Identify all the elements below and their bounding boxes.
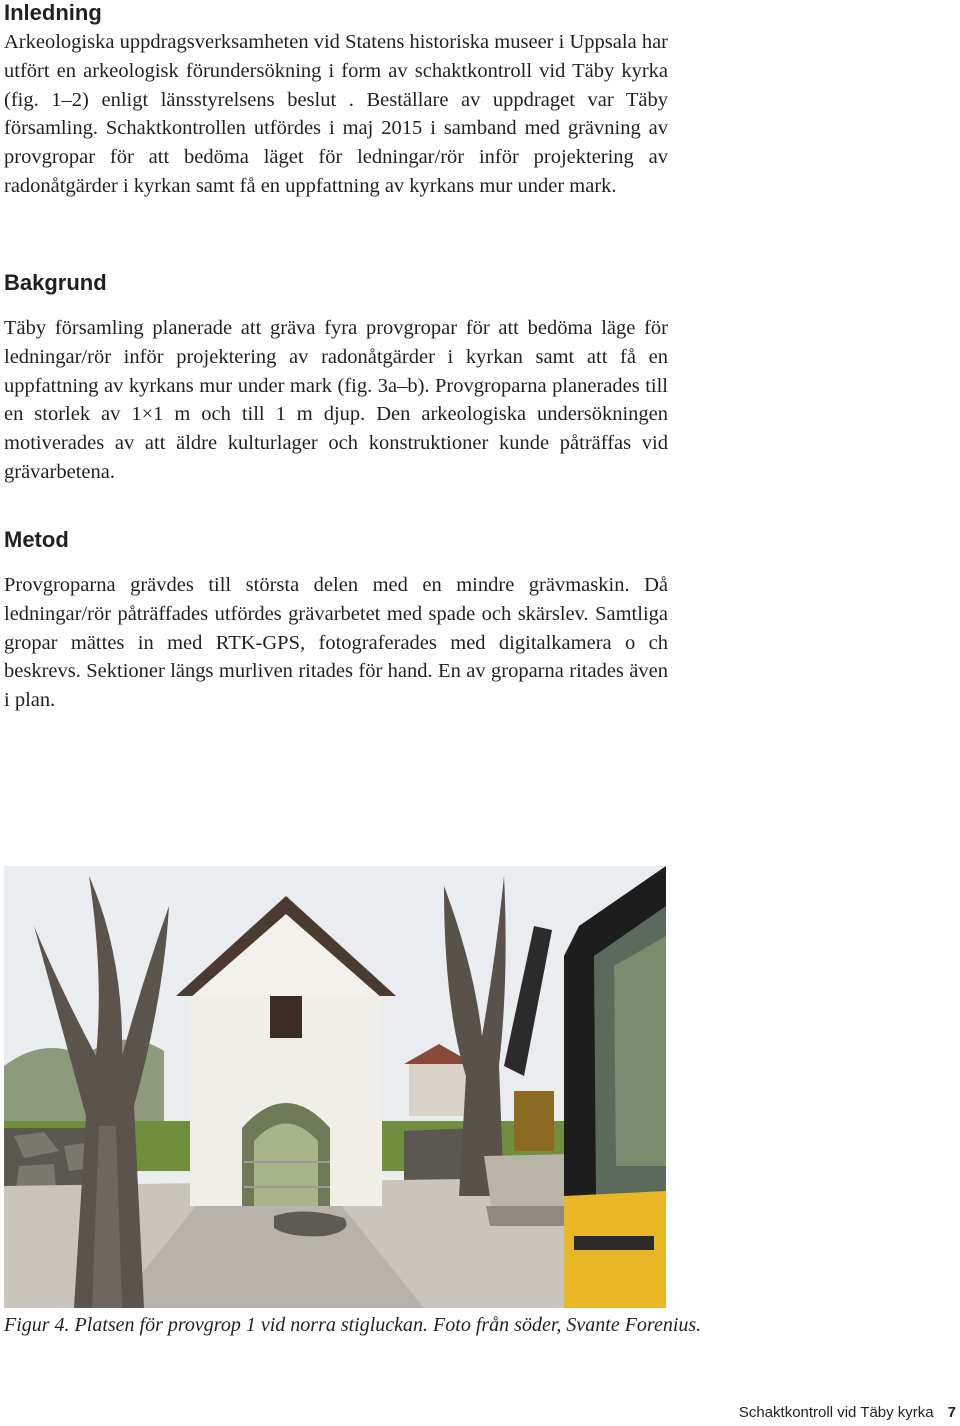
paragraph-bakgrund: Täby församling planerade att gräva fyra provgropar för att bedöma läge för ledningar/rör inför projektering av radonåtgärder i kyrkan samt att få en uppfattning av kyrkans mur under mark (fig. 3a–b). Provgroparna planerades till en storlek av 1×1 m och till 1 m djup. Den arkeologiska undersökningen motiverades av att äldre kulturlager och konstruktioner kunde påträffas vid grävarbetena. (4, 317, 668, 483)
page-number: 7 (947, 1404, 956, 1421)
paragraph-inledning: Arkeologiska uppdragsverksamheten vid Statens historiska museer i Uppsala har utfört en arkeologisk förundersökning i form av schaktkontroll vid Täby kyrka (fig. 1–2) enligt länsstyrelsens beslut . Beställare av uppdraget var Täby församling. Schaktkontrollen utfördes i maj 2015 i samband med grävning av provgropar för att bedöma läget för ledningar/rör inför projektering av radonåtgärder i kyrkan samt få en uppfattning av kyrkans mur under mark. (4, 31, 668, 197)
figure-caption: Figur 4. Platsen för provgrop 1 vid norra stigluckan. Foto från söder, Svante Forenius. (4, 1314, 702, 1336)
page-footer (739, 1404, 956, 1421)
running-title: Schaktkontroll vid Täby kyrka (738, 1404, 934, 1421)
paragraph-metod: Provgroparna grävdes till största delen med en mindre grävmaskin. Då ledningar/rör påträffades utfördes grävarbetet med spade och skärslev. Samtliga gropar mättes in med RTK-GPS, fotograferades med digitalkamera o ch beskrevs. Sektioner längs murliven ritades för hand. En av groparna ritades även i plan. (4, 574, 668, 712)
heading-metod: Metod (4, 527, 69, 552)
heading-bakgrund: Bakgrund (4, 270, 107, 295)
heading-inledning: Inledning (4, 0, 102, 25)
figure-photo (4, 866, 666, 1308)
photo-church-gate-illustration (4, 866, 666, 1308)
